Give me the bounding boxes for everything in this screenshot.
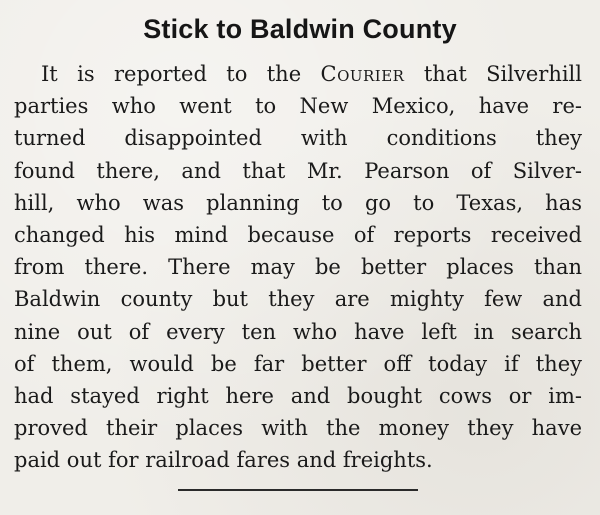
article-line: turned disappointed with conditions they [14,126,582,151]
article-line: hill, who was planning to go to Texas, has [14,190,582,215]
article-body [14,58,582,477]
newspaper-name: Courier [320,62,405,86]
article-line: nine out of every ten who have left in search [14,319,582,344]
article-line: proved their places with the money they have [14,416,582,441]
article-line: from there. There may be better places than [14,255,582,280]
article-line: had stayed right here and bought cows or im- [14,384,582,409]
article-line: changed his mind because of reports received [14,223,582,248]
article-line-last: paid out for railroad fares and freights. [14,448,433,473]
article-headline: Stick to Baldwin County [143,14,457,44]
article-line: of them, would be far better off today if they [14,351,582,376]
line-text: that Silverhill [404,62,582,86]
article-line: Baldwin county but they are mighty few and [14,287,582,312]
end-rule-divider [178,489,418,491]
article-line [14,58,582,90]
article-line: found there, and that Mr. Pearson of Silver- [14,158,582,183]
line-text: It is reported to the [41,62,321,86]
article-line: parties who went to New Mexico, have re- [14,94,582,119]
